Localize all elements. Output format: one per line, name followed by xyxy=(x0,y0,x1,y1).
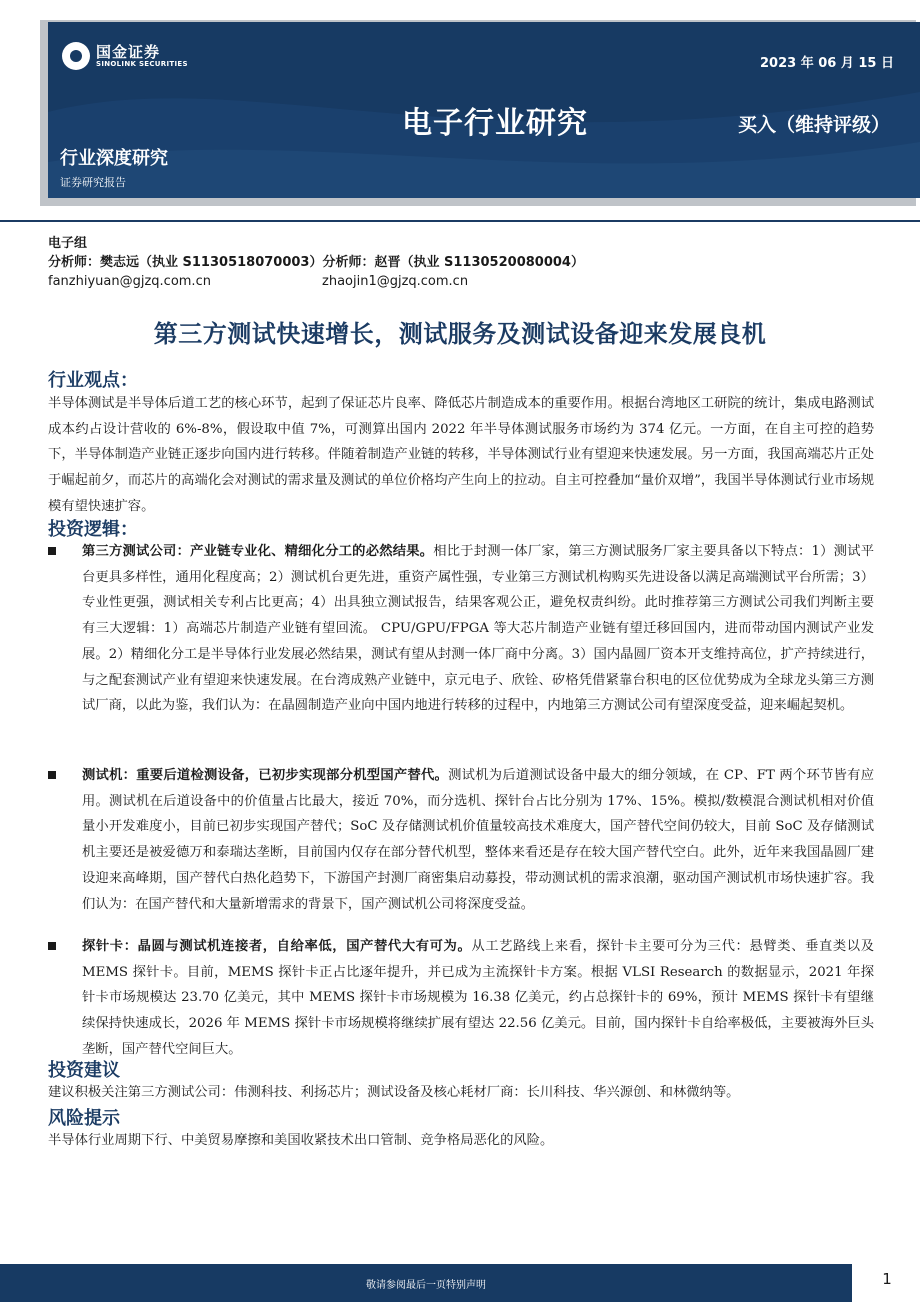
analyst-names xyxy=(48,253,584,272)
report-subtype: 证券研究报告 xyxy=(60,176,126,189)
company-logo xyxy=(62,42,188,70)
logo-name-en: SINOLINK SECURITIES xyxy=(96,59,188,68)
section-title-industry-view: 行业观点： xyxy=(48,370,138,391)
analyst-group: 电子组 xyxy=(48,236,88,251)
analyst-2-email[interactable]: zhaojin1@gjzq.com.cn xyxy=(322,274,469,289)
header-banner xyxy=(48,22,920,198)
bullet-text: 从工艺路线上来看，探针卡主要可分为三代：悬臂类、垂直类以及 MEMS 探针卡。目前，MEMS 探针卡正占比逐年提升，并已成为主流探针卡方案。根据 VLSI Research 的数据显示，2021 年探针卡市场规模达 23.70 亿美元，其中 MEMS 探针卡市场规模为 16.38 亿美元，约占总探针卡的 69%，预计 MEMS 探针卡有望继续保持快速成长，2026 年 MEMS 探针卡市场规模将继续扩展有望达 22.56 亿美元。目前，国内探针卡自给率极低，主要被海外巨头垄断，国产替代空间巨大。 xyxy=(82,939,875,1057)
analyst-block xyxy=(48,234,584,291)
bullet-square-icon xyxy=(48,771,56,779)
bullet-item-probe-card xyxy=(48,934,874,1063)
footer-disclaimer-note: 敬请参阅最后一页特别声明 xyxy=(366,1280,486,1291)
logo-name-cn: 国金证券 xyxy=(96,42,161,61)
bullet-square-icon xyxy=(48,547,56,555)
risk-paragraph: 半导体行业周期下行、中美贸易摩擦和美国收紧技术出口管制、竞争格局恶化的风险。 xyxy=(48,1133,554,1148)
investment-advice-paragraph: 建议积极关注第三方测试公司：伟测科技、利扬芯片；测试设备及核心耗材厂商：长川科技、华兴源创、和林微纳等。 xyxy=(48,1085,740,1100)
logo-mark-icon xyxy=(62,42,90,70)
report-date: 2023 年 06 月 15 日 xyxy=(760,56,894,71)
bullet-item-third-party-testing xyxy=(48,539,874,719)
page-number: 1 xyxy=(882,1270,892,1288)
header-divider xyxy=(0,220,920,222)
report-title: 电子行业研究 xyxy=(402,106,588,141)
bullet-text: 测试机为后道测试设备中最大的细分领域，在 CP、FT 两个环节皆有应用。测试机在后道设备中的价值量占比最大，接近 70%，而分选机、探针台占比分别为 17%、15%。模拟/数模混合测试机相对价值量小开发难度小，目前已初步实现国产替代；SoC 及存储测试机价值量较高技术难度大，国产替代空间仍较大，目前 SoC 及存储测试机主要还是被爱德万和泰瑞达垄断，目前国内仅存在部分替代机型，整体来看还是存在较大国产替代空白。此外，近年来我国晶圆厂建设迎来高峰期，国产替代白热化趋势下，下游国产封测厂商密集启动募投，带动测试机的需求浪潮，驱动国产测试机市场快速扩容。我们认为：在国产替代和大量新增需求的背景下，国产测试机公司将深度受益。 xyxy=(82,768,875,912)
section-title-risk: 风险提示 xyxy=(48,1108,120,1129)
rating-badge: 买入（维持评级） xyxy=(737,114,890,136)
bullet-lead: 第三方测试公司：产业链专业化、精细化分工的必然结果。 xyxy=(82,544,434,559)
bullet-square-icon xyxy=(48,942,56,950)
industry-view-paragraph: 半导体测试是半导体后道工艺的核心环节，起到了保证芯片良率、降低芯片制造成本的重要作用。根据台湾地区工研院的统计，集成电路测试成本约占设计营收的 6%-8%，假设取中值 7%，可测算出国内 2022 年半导体测试服务市场约为 374 亿元。一方面，在自主可控的趋势下，半导体制造产业链正逐步向国内进行转移。伴随着制造产业链的转移，半导体测试行业有望迎来快速发展。另一方面，我国高端芯片正处于崛起前夕，而芯片的高端化会对测试的需求量及测试的单位价格均产生向上的拉动。自主可控叠加“量价双增”，我国半导体测试行业市场规模有望快速扩容。 xyxy=(48,396,874,514)
bullet-text: 相比于封测一体厂家，第三方测试服务厂家主要具备以下特点：1）测试平台更具多样性，通用化程度高；2）测试机台更先进，重资产属性强，专业第三方测试机构购买先进设备以满足高端测试平台所需；3）专业性更强，测试相关专利占比更高；4）出具独立测试报告，结果客观公正，避免权责纠纷。此时推荐第三方测试公司我们判断主要有三大逻辑：1）高端芯片制造产业链有望回流。 CPU/GPU/FPGA 等大芯片制造产业链有望迁移回国内，进而带动国内测试产业发展。2）精细化分工是半导体行业发展必然结果，测试有望从封测一体厂商中分离。3）国内晶圆厂资本开支维持高位，扩产持续进行，与之配套测试产业有望迎来快速发展。在台湾成熟产业链中，京元电子、欣铨、矽格凭借紧靠台积电的区位优势成为全球龙头第三方测试厂商，以此为鉴，我们认为：在晶圆制造产业向中国内地进行转移的过程中，内地第三方测试公司有望深度受益，迎来崛起契机。 xyxy=(82,544,875,714)
bullet-item-test-machine xyxy=(48,763,874,917)
analyst-emails xyxy=(48,272,584,291)
report-headline: 第三方测试快速增长，测试服务及测试设备迎来发展良机 xyxy=(153,320,767,348)
section-title-investment-advice: 投资建议 xyxy=(48,1060,120,1081)
section-title-investment-logic: 投资逻辑： xyxy=(48,519,138,540)
report-type: 行业深度研究 xyxy=(60,148,168,169)
analyst-1: 分析师：樊志远（执业 S1130518070003） xyxy=(48,255,323,270)
bullet-lead: 测试机：重要后道检测设备，已初步实现部分机型国产替代。 xyxy=(82,768,449,783)
analyst-2: 分析师：赵晋（执业 S1130520080004） xyxy=(322,255,584,270)
analyst-1-email[interactable]: fanzhiyuan@gjzq.com.cn xyxy=(48,274,211,289)
bullet-lead: 探针卡：晶圆与测试机连接者，自给率低，国产替代大有可为。 xyxy=(82,939,472,954)
